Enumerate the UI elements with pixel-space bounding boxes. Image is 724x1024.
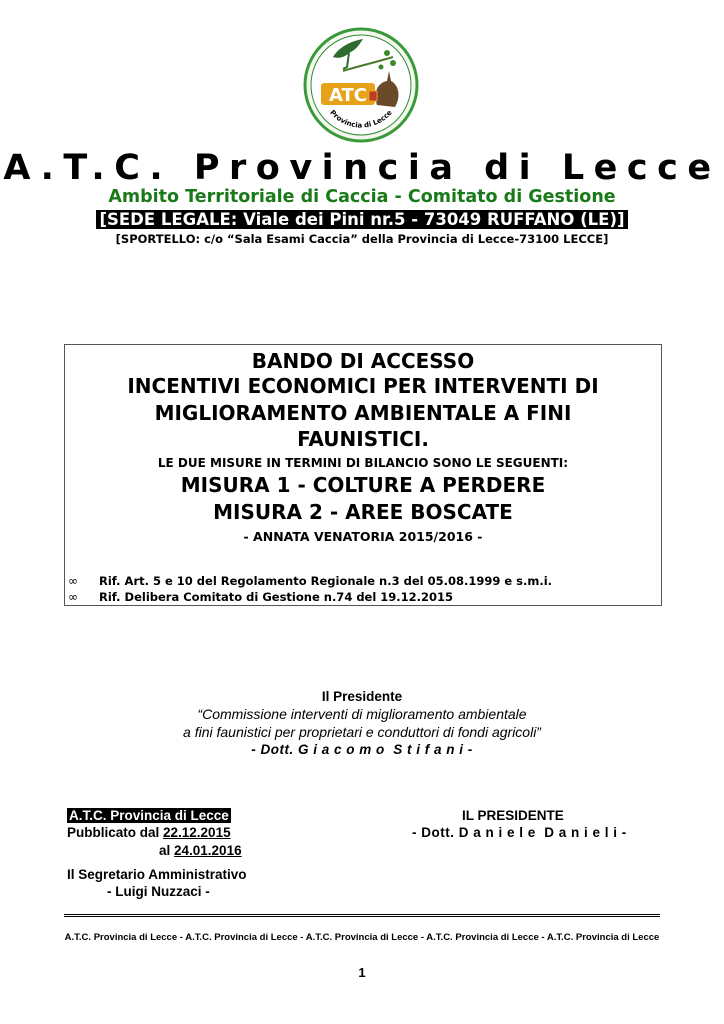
double-rule-divider — [64, 914, 660, 923]
presidente-commissione-name: - Dott. G i a c o m o S t i f a n i - — [251, 742, 473, 757]
annata-venatoria: - ANNATA VENATORIA 2015/2016 - — [243, 529, 483, 544]
segretario-label: Il Segretario Amministrativo — [67, 867, 247, 882]
al-line — [159, 843, 242, 858]
org-title: A.T.C. Provincia di Lecce — [3, 148, 721, 188]
reference-text: Rif. Delibera Comitato di Gestione n.74 del 19.12.2015 — [99, 590, 454, 604]
pubblicato-prefix: Pubblicato dal — [67, 825, 164, 840]
bando-line-1: INCENTIVI ECONOMICI PER INTERVENTI DI — [127, 374, 599, 398]
infinity-bullet-icon: ∞ — [68, 590, 78, 604]
page-number: 1 — [358, 965, 366, 980]
sede-legale-wrap — [0, 210, 724, 229]
atc-logo — [303, 27, 419, 143]
al-prefix: al — [159, 843, 175, 858]
org-subtitle: Ambito Territoriale di Caccia - Comitato di Gestione — [108, 187, 616, 207]
sportello-address: [SPORTELLO: c/o “Sala Esami Caccia” della Provincia di Lecce-73100 LECCE] — [115, 232, 609, 246]
atc-label: A.T.C. Provincia di Lecce — [69, 808, 229, 823]
presidente-name: - Dott. D a n i e l e D a n i e l i - — [412, 825, 627, 840]
reference-text: Rif. Art. 5 e 10 del Regolamento Regionale n.3 del 05.08.1999 e s.m.i. — [99, 574, 553, 588]
svg-text:Provincia di Lecce: Provincia di Lecce — [328, 108, 394, 130]
sede-legale: [SEDE LEGALE: Viale dei Pini nr.5 - 73049 RUFFANO (LE)] — [96, 210, 627, 229]
presidente-label: Il Presidente — [321, 689, 403, 704]
infinity-bullet-icon: ∞ — [68, 574, 78, 588]
pubblicato-date: 22.12.2015 — [163, 825, 231, 840]
footer-repeat-line: A.T.C. Provincia di Lecce - A.T.C. Provincia di Lecce - A.T.C. Provincia di Lecce - A.T.C. Provincia di Lecce - A.T.C. Provincia di Lecce — [64, 932, 660, 943]
bando-line-2: MIGLIORAMENTO AMBIENTALE A FINI — [154, 401, 572, 425]
bando-line-3: FAUNISTICI. — [297, 427, 429, 451]
misura-1: MISURA 1 - COLTURE A PERDERE — [180, 473, 546, 497]
il-presidente-label: IL PRESIDENTE — [462, 808, 564, 823]
pubblicato-line — [67, 825, 231, 840]
svg-text:ATC: ATC — [328, 85, 368, 106]
commissione-line-1: “Commissione interventi di miglioramento ambientale — [197, 706, 527, 722]
bando-box — [64, 344, 662, 606]
misura-2: MISURA 2 - AREE BOSCATE — [213, 500, 513, 524]
bando-line-4: LE DUE MISURE IN TERMINI DI BILANCIO SONO LE SEGUENTI: — [157, 456, 569, 470]
commissione-line-2: a fini faunistici per proprietari e conduttori di fondi agricoli” — [183, 724, 541, 740]
segretario-name: - Luigi Nuzzaci - — [107, 884, 210, 899]
bando-title: BANDO DI ACCESSO — [251, 349, 475, 373]
al-date: 24.01.2016 — [174, 843, 242, 858]
